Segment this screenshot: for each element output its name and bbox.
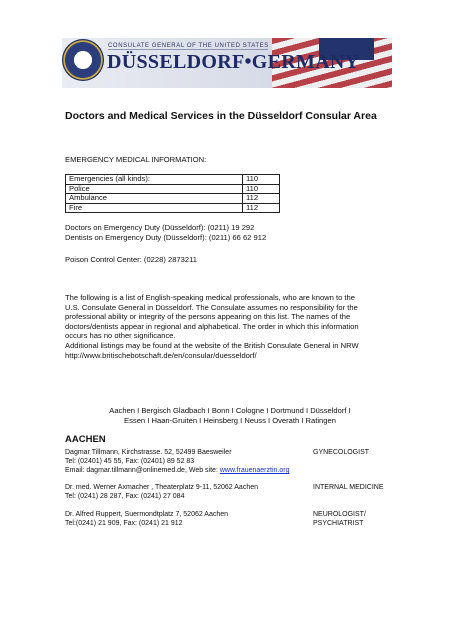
- table-cell: Police: [66, 184, 243, 194]
- table-cell: 112: [243, 194, 280, 204]
- intro-line: Additional listings may be found at the website of the British Consulate General in NRW: [65, 340, 359, 350]
- city-index-line: Aachen I Bergisch Gladbach I Bonn I Cologne I Dortmund I Düsseldorf I: [109, 406, 351, 415]
- intro-line: occurs has no other significance.: [65, 331, 176, 341]
- doctor-phone: Tel:(0241) 21 909, Fax: (0241) 21 912: [65, 520, 183, 527]
- doctor-phone: Tel: (02401) 45 55, Fax: (02401) 89 52 83: [65, 458, 195, 465]
- doctor-entry: [65, 510, 405, 528]
- city-line: DÜSSELDORF•GERMANY: [107, 51, 360, 73]
- doctor-contact: [65, 466, 405, 475]
- emergency-table: [65, 174, 280, 213]
- doctor-specialty: GYNECOLOGIST: [313, 449, 370, 456]
- table-cell: Ambulance: [66, 194, 243, 204]
- doctor-name-address: Dagmar Tillmann, Kirchstrasse. 52, 52499 Baesweiler: [65, 449, 232, 456]
- intro-line: doctors/dentists appear in regional and alphabetical. The order in which this information: [65, 321, 359, 331]
- poison-control: Poison Control Center: (0228) 2873211: [65, 255, 197, 264]
- doctor-name-address: Dr. med. Werner Axmacher , Theaterplatz 9-11, 52062 Aachen: [65, 484, 258, 491]
- table-cell: Fire: [66, 203, 243, 213]
- british-consulate-url: http://www.britischebotschaft.de/en/consular/duesseldorf/: [65, 350, 257, 360]
- page-title: Doctors and Medical Services in the Düsseldorf Consular Area: [65, 110, 377, 122]
- city-index-line: Essen I Haan-Gruiten I Heinsberg I Neuss I Overath I Ratingen: [124, 416, 336, 425]
- intro-paragraph: [65, 293, 395, 360]
- intro-line: U.S. Consulate General in Düsseldorf. The Consulate assumes no responsibility for the: [65, 302, 358, 312]
- doctor-specialty: INTERNAL MEDICINE: [313, 484, 384, 491]
- specialty-line: PSYCHIATRIST: [313, 520, 364, 527]
- emergency-heading: EMERGENCY MEDICAL INFORMATION:: [65, 155, 207, 164]
- state-department-seal: [62, 39, 104, 81]
- doctor-entry: [65, 483, 405, 501]
- doctor-specialty: [313, 510, 366, 528]
- intro-line: The following is a list of English-speaking medical professionals, who are known to the: [65, 293, 355, 302]
- table-row: [66, 175, 280, 185]
- section-heading: AACHEN: [65, 434, 106, 445]
- doctor-name-address: Dr. Alfred Ruppert, Suermondtplatz 7, 52062 Aachen: [65, 511, 229, 518]
- dentists-emergency-duty: Dentists on Emergency Duty (Düsseldorf): (0211) 66 62 912: [65, 233, 267, 242]
- table-cell: 110: [243, 175, 280, 185]
- doctor-website-link[interactable]: www.frauenaerztin.org: [219, 467, 290, 474]
- consulate-line: CONSULATE GENERAL OF THE UNITED STATES: [108, 43, 269, 49]
- doctor-email: Email: dagmar.tillmann@onlinemed.de, Web site:: [65, 467, 220, 474]
- table-cell: Emergencies (all kinds):: [66, 175, 243, 185]
- city-index: [65, 406, 395, 426]
- intro-line: professional ability or integrity of the persons appearing on this list. The names of the: [65, 312, 351, 322]
- doctor-entry: [65, 448, 405, 475]
- table-row: [66, 203, 280, 213]
- doctors-emergency-duty: Doctors on Emergency Duty (Düsseldorf): (0211) 19 292: [65, 223, 255, 232]
- banner-divider: [108, 49, 268, 50]
- doctor-phone: Tel: (0241) 28 287, Fax: (0241) 27 084: [65, 493, 185, 500]
- specialty-line: NEUROLOGIST/: [313, 511, 366, 518]
- table-cell: 112: [243, 203, 280, 213]
- table-cell: 110: [243, 184, 280, 194]
- table-row: [66, 194, 280, 204]
